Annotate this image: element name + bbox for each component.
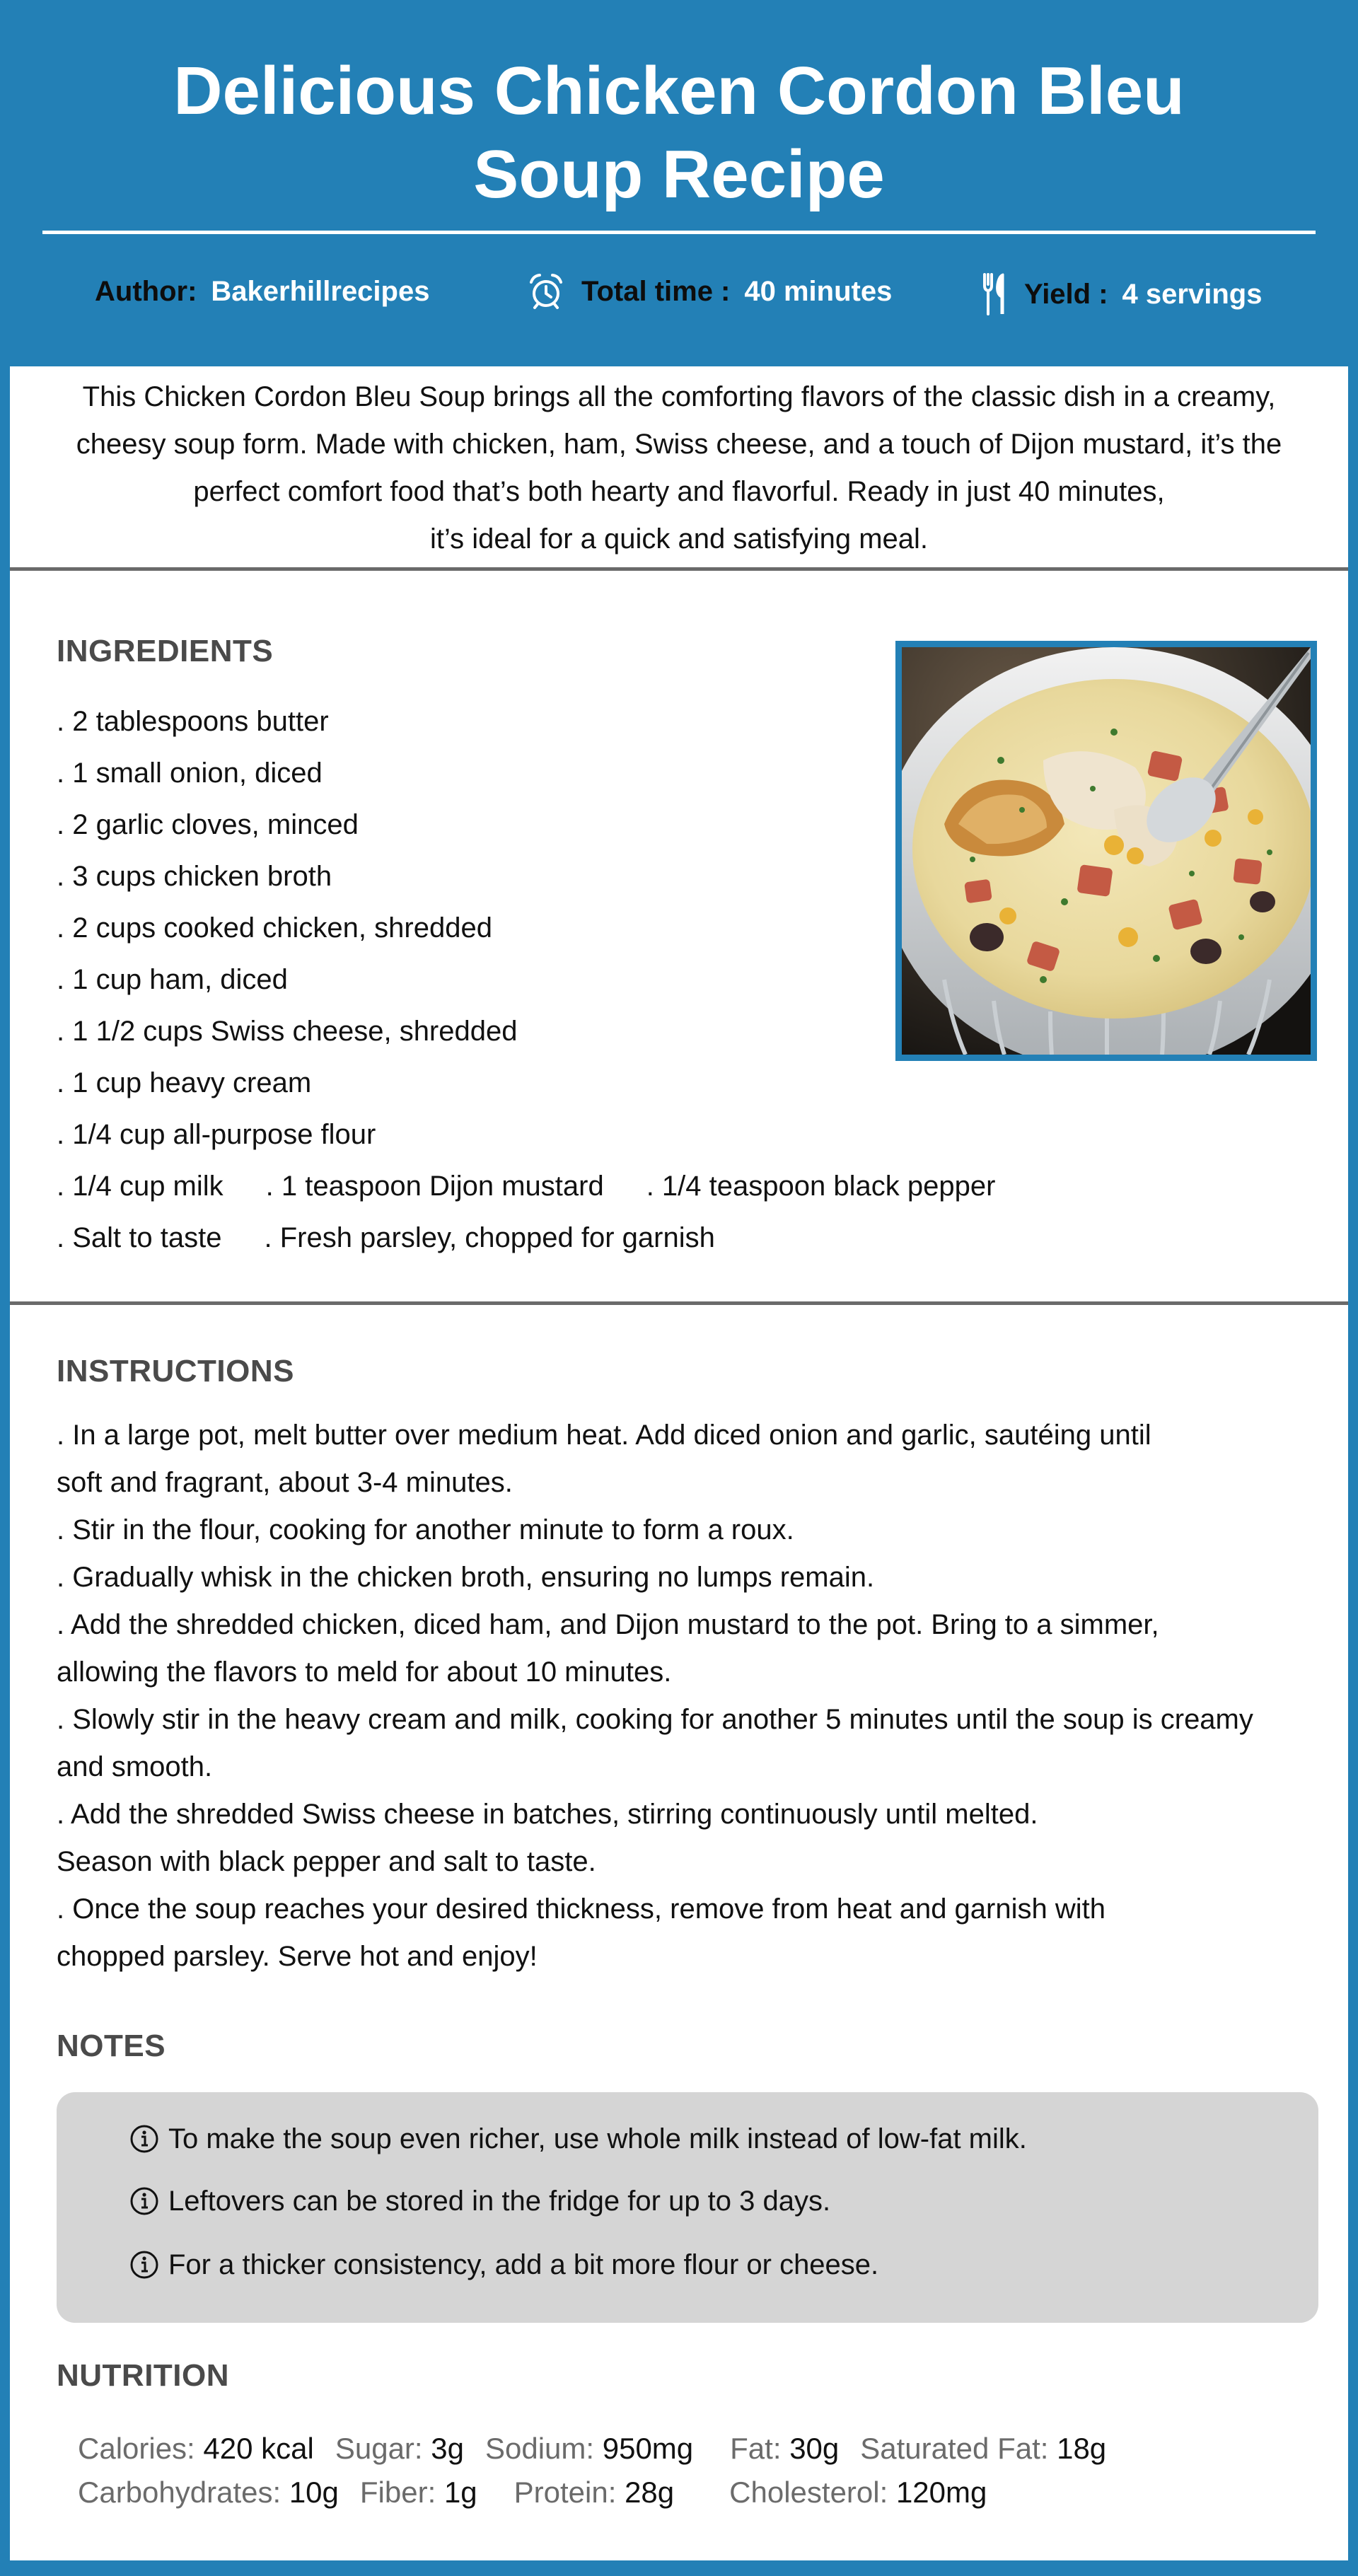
total-time-label: Total time : bbox=[581, 276, 731, 307]
instruction-line: . Slowly stir in the heavy cream and milk, cooking for another 5 minutes until the soup is creamy bbox=[57, 1704, 1253, 1735]
instruction-line: . In a large pot, melt butter over medium heat. Add diced onion and garlic, sautéing until bbox=[57, 1420, 1151, 1451]
instruction-line: chopped parsley. Serve hot and enjoy! bbox=[57, 1941, 538, 1972]
yield-value: 4 servings bbox=[1122, 279, 1263, 310]
ingredient-item: . 2 cups cooked chicken, shredded bbox=[57, 912, 492, 944]
nutrition-cholesterol: Cholesterol: 120mg bbox=[729, 2476, 987, 2509]
ingredient-item: . 1/4 cup all-purpose flour bbox=[57, 1119, 376, 1150]
instruction-line: Season with black pepper and salt to taste. bbox=[57, 1846, 596, 1877]
ingredient-item: . 1 1/2 cups Swiss cheese, shredded bbox=[57, 1016, 518, 1047]
recipe-intro bbox=[28, 373, 1330, 563]
nutrition-row bbox=[78, 2471, 1008, 2514]
intro-line: it’s ideal for a quick and satisfying meal. bbox=[429, 523, 929, 555]
ingredient-item: . 3 cups chicken broth bbox=[57, 861, 332, 892]
nutrition-carbohydrates: Carbohydrates: 10g bbox=[78, 2476, 339, 2509]
instruction-line: . Once the soup reaches your desired thickness, remove from heat and garnish with bbox=[57, 1893, 1105, 1925]
yield-label: Yield : bbox=[1024, 279, 1108, 310]
ingredient-item: . Salt to taste bbox=[57, 1222, 222, 1253]
nutrition-protein: Protein: 28g bbox=[513, 2476, 675, 2509]
nutrition-sodium: Sodium: 950mg bbox=[484, 2432, 694, 2465]
ingredient-item: . 1/4 teaspoon black pepper bbox=[646, 1171, 996, 1202]
info-icon bbox=[129, 2123, 160, 2154]
info-icon bbox=[129, 2186, 160, 2217]
intro-line: perfect comfort food that’s both hearty and flavorful. Ready in just 40 minutes, bbox=[193, 476, 1165, 507]
author-meta bbox=[95, 272, 429, 311]
total-time-value: 40 minutes bbox=[744, 276, 893, 307]
ingredient-item: . 2 tablespoons butter bbox=[57, 706, 329, 737]
note-text: For a thicker consistency, add a bit more flour or cheese. bbox=[168, 2249, 879, 2280]
nutrition-fiber: Fiber: 1g bbox=[359, 2476, 477, 2509]
title-divider bbox=[42, 231, 1316, 234]
author-value: Bakerhillrecipes bbox=[211, 276, 430, 307]
title-line-2: Soup Recipe bbox=[473, 137, 885, 212]
fork-knife-icon bbox=[980, 272, 1009, 317]
nutrition-calories: Calories: 420 kcal bbox=[78, 2432, 314, 2465]
yield-meta bbox=[980, 272, 1262, 317]
note-text: Leftovers can be stored in the fridge for up to 3 days. bbox=[168, 2186, 831, 2217]
instruction-line: allowing the flavors to meld for about 10 minutes. bbox=[57, 1657, 672, 1688]
notes-box bbox=[57, 2092, 1318, 2323]
ingredient-row bbox=[57, 1212, 1047, 1264]
recipe-header bbox=[0, 0, 1358, 366]
ingredient-item: . Fresh parsley, chopped for garnish bbox=[264, 1222, 715, 1253]
instructions-list bbox=[57, 1412, 1316, 1980]
instruction-line: . Gradually whisk in the chicken broth, ensuring no lumps remain. bbox=[57, 1562, 875, 1593]
intro-line: cheesy soup form. Made with chicken, ham, Swiss cheese, and a touch of Dijon mustard, it’s the bbox=[76, 429, 1282, 460]
note-item bbox=[129, 2181, 830, 2221]
info-icon bbox=[129, 2249, 160, 2280]
ingredient-item: . 1/4 cup milk bbox=[57, 1171, 224, 1202]
ingredient-item: . 1 teaspoon Dijon mustard bbox=[265, 1171, 604, 1202]
section-divider bbox=[10, 567, 1348, 571]
ingredients-heading: INGREDIENTS bbox=[57, 634, 274, 668]
ingredient-item: . 2 garlic cloves, minced bbox=[57, 809, 359, 840]
recipe-title bbox=[0, 50, 1358, 216]
instruction-line: soft and fragrant, about 3-4 minutes. bbox=[57, 1467, 513, 1498]
nutrition-fat: Fat: 30g bbox=[730, 2432, 840, 2465]
ingredient-item: . 1 small onion, diced bbox=[57, 758, 323, 789]
instruction-line: . Stir in the flour, cooking for another minute to form a roux. bbox=[57, 1514, 794, 1545]
alarm-clock-icon bbox=[526, 272, 566, 311]
ingredient-row bbox=[57, 1161, 1047, 1212]
ingredient-item: . 1 cup ham, diced bbox=[57, 964, 288, 995]
notes-heading: NOTES bbox=[57, 2029, 166, 2063]
note-item bbox=[129, 2245, 878, 2285]
nutrition-row bbox=[78, 2427, 1127, 2470]
section-divider bbox=[10, 1301, 1348, 1305]
note-item bbox=[129, 2119, 1027, 2159]
instruction-line: and smooth. bbox=[57, 1751, 213, 1782]
intro-line: This Chicken Cordon Bleu Soup brings all the comforting flavors of the classic dish in a creamy, bbox=[82, 381, 1276, 412]
title-line-1: Delicious Chicken Cordon Bleu bbox=[173, 53, 1185, 129]
instruction-line: . Add the shredded chicken, diced ham, and Dijon mustard to the pot. Bring to a simmer, bbox=[57, 1609, 1159, 1640]
total-time-meta bbox=[526, 272, 892, 311]
nutrition-saturated-fat: Saturated Fat: 18g bbox=[860, 2432, 1107, 2465]
ingredient-item: . 1 cup heavy cream bbox=[57, 1067, 312, 1098]
nutrition-heading: NUTRITION bbox=[57, 2358, 230, 2393]
instruction-line: . Add the shredded Swiss cheese in batches, stirring continuously until melted. bbox=[57, 1799, 1038, 1830]
instructions-heading: INSTRUCTIONS bbox=[57, 1354, 294, 1388]
author-label: Author: bbox=[95, 276, 197, 307]
soup-photo bbox=[895, 641, 1317, 1061]
soup-bowl-illustration bbox=[902, 647, 1311, 1055]
note-text: To make the soup even richer, use whole milk instead of low-fat milk. bbox=[168, 2123, 1027, 2154]
nutrition-sugar: Sugar: 3g bbox=[335, 2432, 464, 2465]
